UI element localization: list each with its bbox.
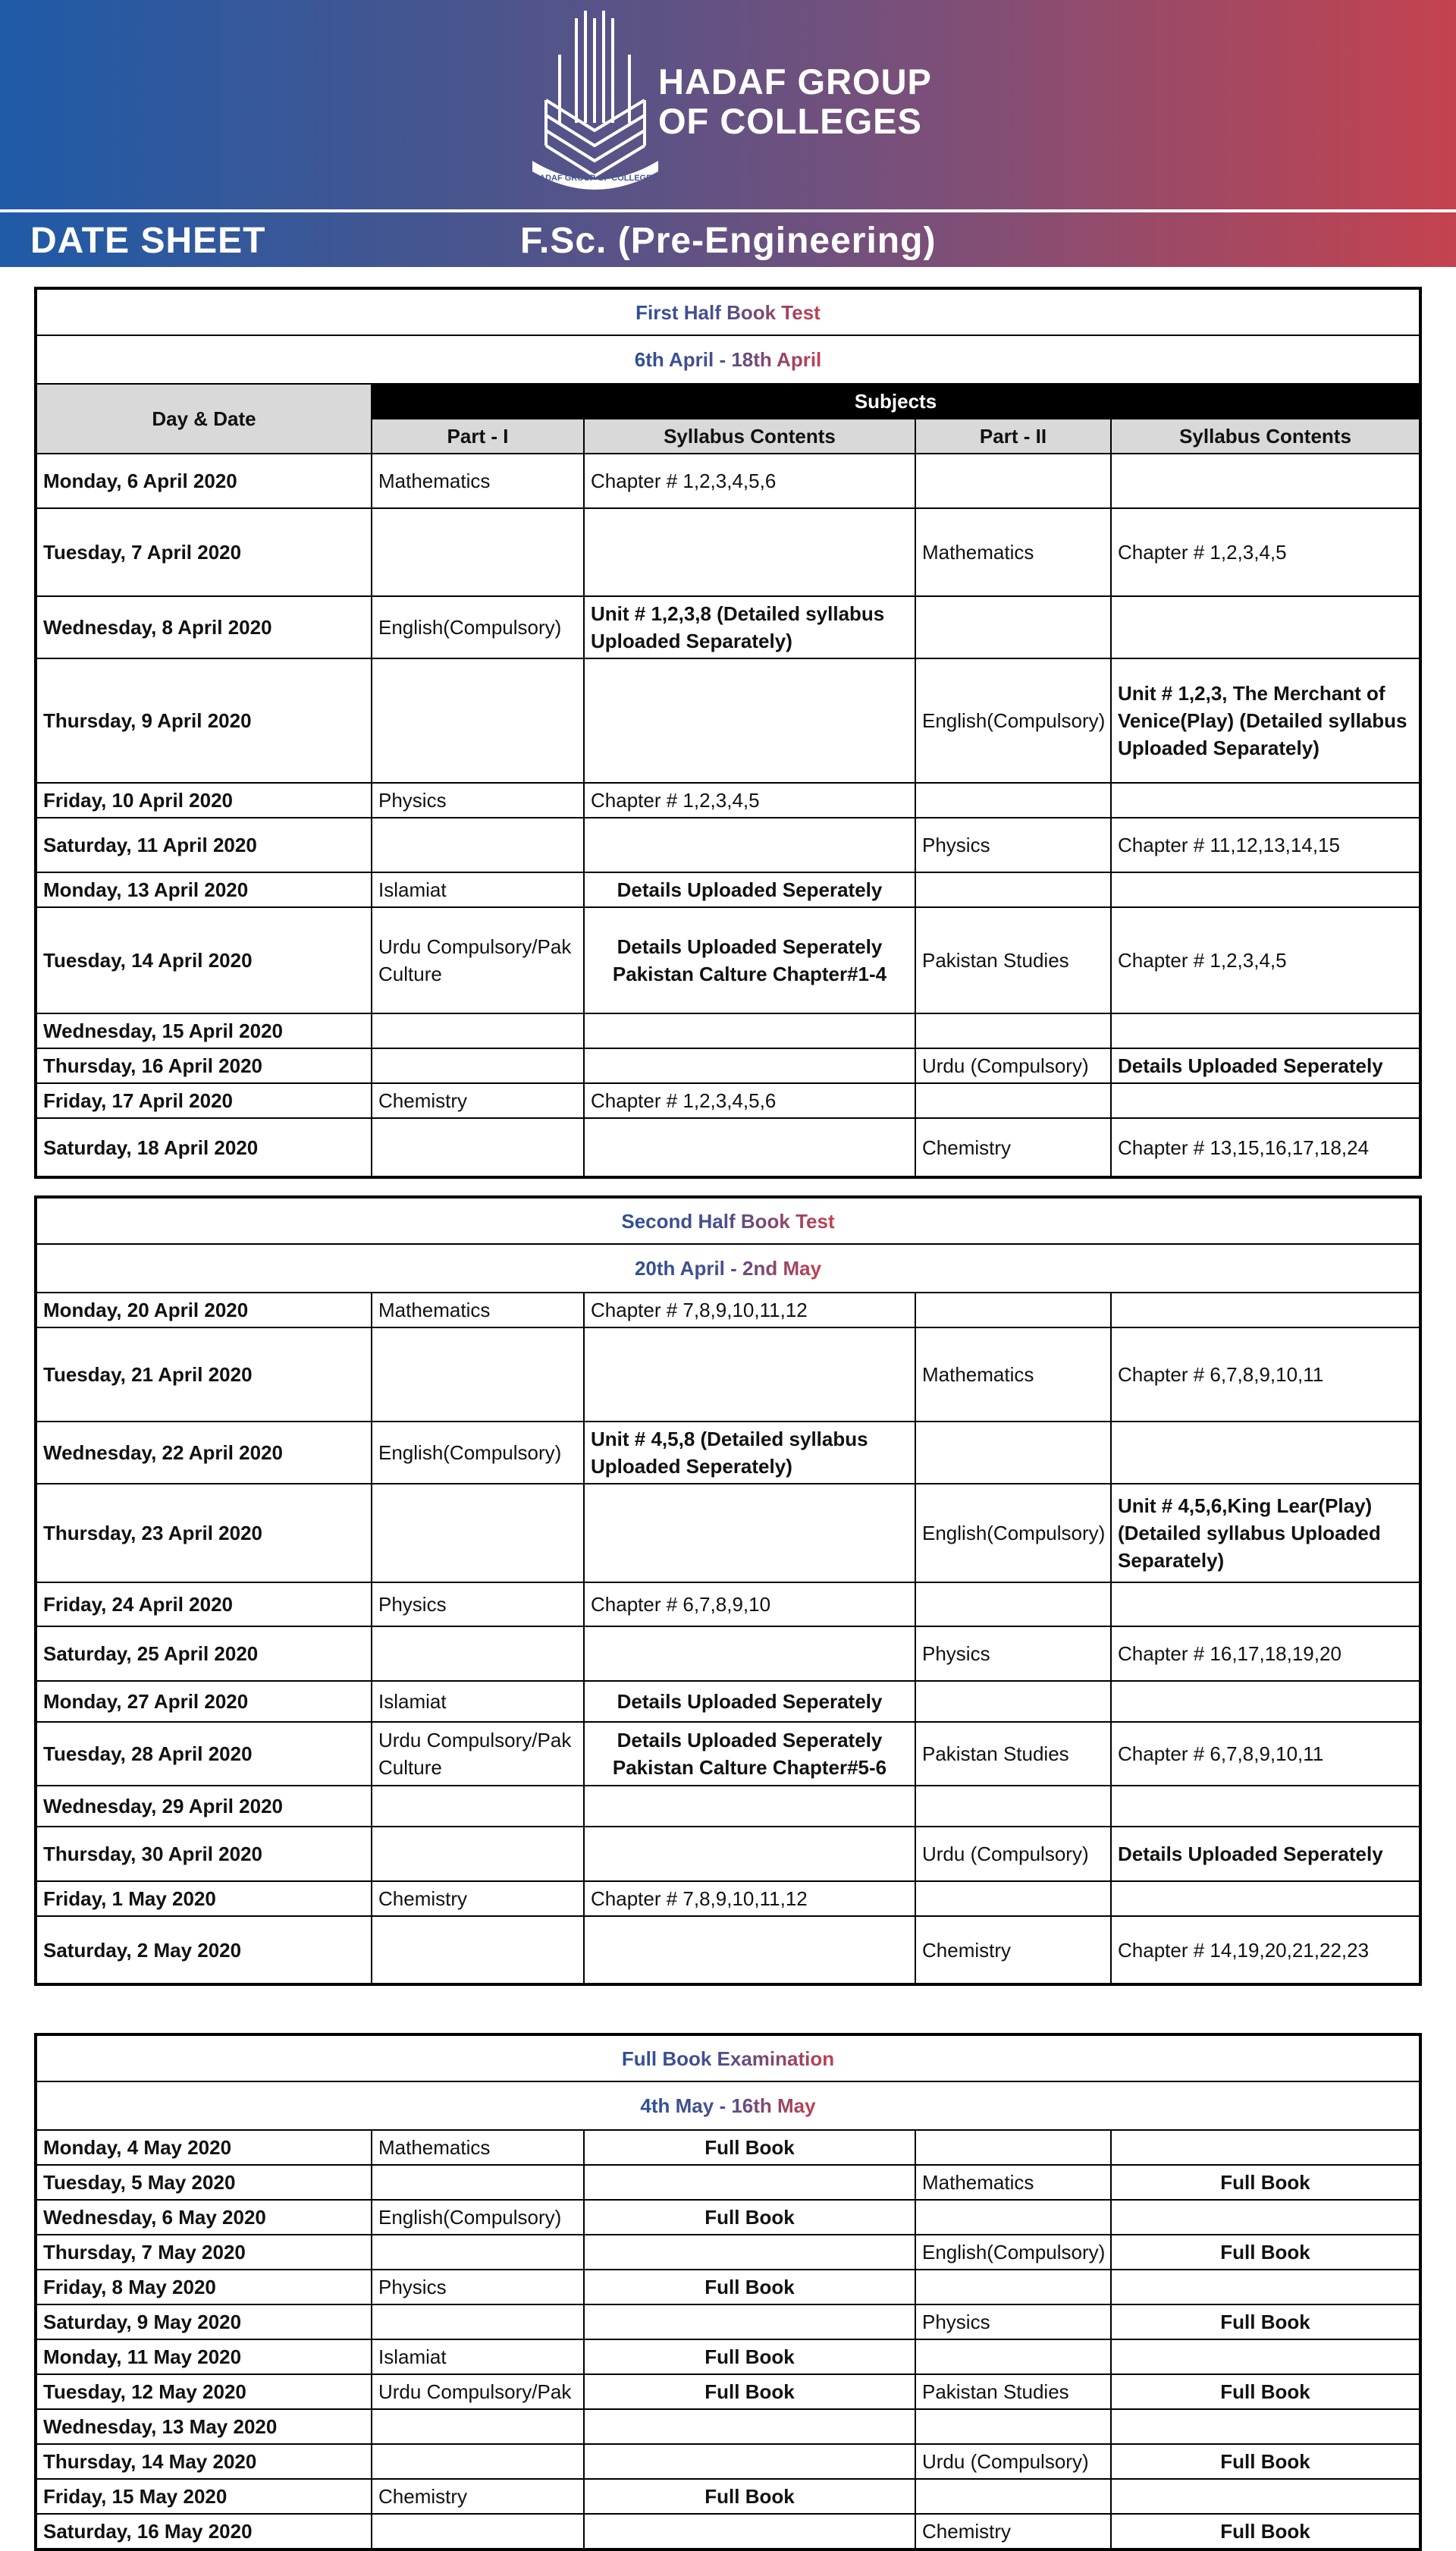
table-row xyxy=(36,1293,1420,1327)
table-row xyxy=(36,1916,1420,1984)
table-row xyxy=(36,1118,1420,1177)
row-day: Tuesday, 28 April 2020 xyxy=(36,1722,372,1786)
row-part1-syllabus xyxy=(584,1118,915,1177)
table-row xyxy=(36,1327,1420,1422)
row-part1-subject: Mathematics xyxy=(372,1293,584,1327)
table-row xyxy=(36,1422,1420,1484)
row-part2-syllabus: Full Book xyxy=(1111,2165,1420,2200)
row-part2-syllabus xyxy=(1111,1293,1420,1327)
brand-name-line2: OF COLLEGES xyxy=(658,101,922,141)
row-part1-syllabus: Full Book xyxy=(584,2270,915,2304)
program-label: F.Sc. (Pre-Engineering) xyxy=(520,221,937,261)
row-part1-subject xyxy=(372,1048,584,1083)
row-part1-subject xyxy=(372,1118,584,1177)
section-title-row xyxy=(36,2034,1420,2081)
row-day: Tuesday, 21 April 2020 xyxy=(36,1327,372,1422)
row-part1-syllabus: Full Book xyxy=(584,2374,915,2409)
row-part1-subject xyxy=(372,2165,584,2200)
row-part2-syllabus xyxy=(1111,2479,1420,2514)
row-day: Thursday, 7 May 2020 xyxy=(36,2235,372,2270)
row-part2-subject xyxy=(915,1582,1111,1626)
section-range-row xyxy=(36,1244,1420,1293)
row-day: Monday, 4 May 2020 xyxy=(36,2130,372,2165)
row-part1-subject xyxy=(372,2514,584,2549)
row-part2-subject: Urdu (Compulsory) xyxy=(915,2444,1111,2479)
section-range: 4th May - 16th May xyxy=(640,2094,816,2117)
row-part2-syllabus: Full Book xyxy=(1111,2514,1420,2549)
row-part1-syllabus: Details Uploaded Seperately xyxy=(584,1681,915,1722)
table-row xyxy=(36,1722,1420,1786)
second-half-table xyxy=(34,1195,1422,1986)
header-divider xyxy=(0,209,1456,212)
row-part1-subject: Chemistry xyxy=(372,1881,584,1916)
row-part1-syllabus xyxy=(584,1626,915,1681)
row-part2-syllabus xyxy=(1111,2130,1420,2165)
table-row xyxy=(36,2514,1420,2549)
row-day: Wednesday, 6 May 2020 xyxy=(36,2200,372,2235)
row-part1-subject: English(Compulsory) xyxy=(372,1422,584,1484)
row-part1-syllabus xyxy=(584,2444,915,2479)
row-part1-syllabus xyxy=(584,2165,915,2200)
row-part2-subject: Urdu (Compulsory) xyxy=(915,1048,1111,1083)
row-part2-subject: Chemistry xyxy=(915,1916,1111,1984)
row-part1-syllabus: Details Uploaded Seperately Pakistan Calture Chapter#5-6 xyxy=(584,1722,915,1786)
row-part1-subject: Urdu Compulsory/Pak xyxy=(372,2374,584,2409)
row-part1-subject xyxy=(372,1626,584,1681)
row-part2-subject xyxy=(915,454,1111,508)
table-row xyxy=(36,454,1420,508)
row-part1-subject: Islamiat xyxy=(372,2339,584,2374)
row-day: Wednesday, 13 May 2020 xyxy=(36,2409,372,2444)
college-logo-icon xyxy=(523,9,667,191)
row-part2-subject xyxy=(915,1293,1111,1327)
day-date-header: Day & Date xyxy=(36,384,372,454)
row-part1-subject xyxy=(372,658,584,783)
syllabus2-header: Syllabus Contents xyxy=(1111,419,1420,454)
part1-header: Part - I xyxy=(372,419,584,454)
table-row xyxy=(36,2479,1420,2514)
syllabus1-header: Syllabus Contents xyxy=(584,419,915,454)
table-row xyxy=(36,2200,1420,2235)
row-part2-subject xyxy=(915,1083,1111,1118)
row-day: Saturday, 9 May 2020 xyxy=(36,2304,372,2339)
table-row xyxy=(36,1013,1420,1048)
row-part2-subject xyxy=(915,2479,1111,2514)
section-range: 20th April - 2nd May xyxy=(634,1257,822,1280)
table-row xyxy=(36,1582,1420,1626)
row-day: Monday, 27 April 2020 xyxy=(36,1681,372,1722)
table-row xyxy=(36,2339,1420,2374)
row-day: Monday, 6 April 2020 xyxy=(36,454,372,508)
part2-header: Part - II xyxy=(915,419,1111,454)
row-day: Saturday, 18 April 2020 xyxy=(36,1118,372,1177)
table-row xyxy=(36,1048,1420,1083)
table-row xyxy=(36,1083,1420,1118)
row-day: Thursday, 23 April 2020 xyxy=(36,1484,372,1582)
row-part2-subject xyxy=(915,2130,1111,2165)
row-part1-syllabus xyxy=(584,1327,915,1422)
row-part2-subject xyxy=(915,2339,1111,2374)
row-part2-subject: English(Compulsory) xyxy=(915,2235,1111,2270)
table-row xyxy=(36,1626,1420,1681)
row-part1-syllabus: Full Book xyxy=(584,2479,915,2514)
table-row xyxy=(36,2270,1420,2304)
row-part1-subject: Urdu Compulsory/Pak Culture xyxy=(372,1722,584,1786)
row-part1-syllabus: Chapter # 7,8,9,10,11,12 xyxy=(584,1881,915,1916)
row-day: Thursday, 16 April 2020 xyxy=(36,1048,372,1083)
row-part2-syllabus: Chapter # 16,17,18,19,20 xyxy=(1111,1626,1420,1681)
row-part1-syllabus: Chapter # 1,2,3,4,5 xyxy=(584,783,915,818)
row-part2-syllabus xyxy=(1111,2409,1420,2444)
row-day: Tuesday, 14 April 2020 xyxy=(36,907,372,1013)
row-part1-syllabus: Chapter # 6,7,8,9,10 xyxy=(584,1582,915,1626)
row-day: Friday, 17 April 2020 xyxy=(36,1083,372,1118)
table-row xyxy=(36,2444,1420,2479)
row-part1-syllabus xyxy=(584,1827,915,1881)
row-part1-subject: Urdu Compulsory/Pak Culture xyxy=(372,907,584,1013)
row-part2-syllabus: Chapter # 14,19,20,21,22,23 xyxy=(1111,1916,1420,1984)
table-row xyxy=(36,508,1420,596)
row-part1-syllabus xyxy=(584,2235,915,2270)
row-day: Friday, 24 April 2020 xyxy=(36,1582,372,1626)
row-part2-syllabus xyxy=(1111,872,1420,907)
row-part2-syllabus: Details Uploaded Seperately xyxy=(1111,1827,1420,1881)
row-part1-subject: Chemistry xyxy=(372,2479,584,2514)
row-part1-subject: English(Compulsory) xyxy=(372,2200,584,2235)
row-part1-syllabus: Full Book xyxy=(584,2200,915,2235)
row-day: Friday, 10 April 2020 xyxy=(36,783,372,818)
row-part2-syllabus: Chapter # 1,2,3,4,5 xyxy=(1111,907,1420,1013)
row-part2-subject: Mathematics xyxy=(915,2165,1111,2200)
row-part2-subject: Physics xyxy=(915,818,1111,872)
row-part2-subject: Physics xyxy=(915,1626,1111,1681)
row-part2-syllabus: Unit # 4,5,6,King Lear(Play) (Detailed syllabus Uploaded Separately) xyxy=(1111,1484,1420,1582)
row-part2-syllabus xyxy=(1111,596,1420,658)
row-part1-subject: Physics xyxy=(372,1582,584,1626)
row-part2-subject: English(Compulsory) xyxy=(915,1484,1111,1582)
row-day: Tuesday, 5 May 2020 xyxy=(36,2165,372,2200)
table-row xyxy=(36,658,1420,783)
row-part1-syllabus: Chapter # 1,2,3,4,5,6 xyxy=(584,1083,915,1118)
row-part2-syllabus xyxy=(1111,1083,1420,1118)
row-part1-syllabus: Details Uploaded Seperately xyxy=(584,872,915,907)
row-part1-subject xyxy=(372,508,584,596)
row-part1-subject: Chemistry xyxy=(372,1083,584,1118)
row-part1-subject xyxy=(372,818,584,872)
row-day: Monday, 11 May 2020 xyxy=(36,2339,372,2374)
row-day: Saturday, 2 May 2020 xyxy=(36,1916,372,1984)
row-part1-subject xyxy=(372,1327,584,1422)
row-part2-subject xyxy=(915,596,1111,658)
row-part2-subject: Mathematics xyxy=(915,1327,1111,1422)
row-part2-syllabus: Full Book xyxy=(1111,2304,1420,2339)
row-part1-subject xyxy=(372,2304,584,2339)
row-part2-subject xyxy=(915,1422,1111,1484)
row-part2-subject: Chemistry xyxy=(915,2514,1111,2549)
row-day: Saturday, 25 April 2020 xyxy=(36,1626,372,1681)
row-part1-syllabus: Full Book xyxy=(584,2130,915,2165)
row-part2-syllabus xyxy=(1111,2270,1420,2304)
row-part1-subject xyxy=(372,2409,584,2444)
first-half-table xyxy=(34,287,1422,1179)
row-part2-subject: Pakistan Studies xyxy=(915,907,1111,1013)
row-day: Wednesday, 8 April 2020 xyxy=(36,596,372,658)
row-part2-syllabus: Chapter # 6,7,8,9,10,11 xyxy=(1111,1722,1420,1786)
full-book-table xyxy=(34,2033,1422,2551)
row-part1-subject xyxy=(372,1827,584,1881)
date-sheet-label: DATE SHEET xyxy=(30,221,266,261)
section-range: 6th April - 18th April xyxy=(634,348,822,371)
section-range-row xyxy=(36,2081,1420,2130)
row-part1-syllabus: Full Book xyxy=(584,2339,915,2374)
row-part2-subject xyxy=(915,872,1111,907)
row-part1-syllabus xyxy=(584,508,915,596)
row-day: Thursday, 9 April 2020 xyxy=(36,658,372,783)
row-day: Wednesday, 29 April 2020 xyxy=(36,1786,372,1827)
row-part2-syllabus xyxy=(1111,1582,1420,1626)
logo-ring-text: HADAF GROUP OF COLLEGES xyxy=(533,174,657,183)
row-part1-subject xyxy=(372,2444,584,2479)
section-title-row xyxy=(36,1197,1420,1244)
table-row xyxy=(36,2374,1420,2409)
row-part1-syllabus xyxy=(584,818,915,872)
row-part2-subject xyxy=(915,1013,1111,1048)
row-part2-syllabus xyxy=(1111,454,1420,508)
row-part1-subject xyxy=(372,1916,584,1984)
row-day: Wednesday, 22 April 2020 xyxy=(36,1422,372,1484)
table-row xyxy=(36,1484,1420,1582)
row-part2-subject: Urdu (Compulsory) xyxy=(915,1827,1111,1881)
row-part1-syllabus xyxy=(584,658,915,783)
row-part2-subject xyxy=(915,2270,1111,2304)
row-part2-syllabus: Full Book xyxy=(1111,2235,1420,2270)
row-part1-subject: Islamiat xyxy=(372,1681,584,1722)
row-day: Saturday, 11 April 2020 xyxy=(36,818,372,872)
row-part2-subject xyxy=(915,783,1111,818)
row-part2-subject: Chemistry xyxy=(915,1118,1111,1177)
table-row xyxy=(36,1681,1420,1722)
table-row xyxy=(36,783,1420,818)
brand-name-line1: HADAF GROUP xyxy=(658,61,932,102)
row-day: Friday, 1 May 2020 xyxy=(36,1881,372,1916)
row-day: Monday, 13 April 2020 xyxy=(36,872,372,907)
row-part2-subject xyxy=(915,2409,1111,2444)
row-part1-syllabus xyxy=(584,1484,915,1582)
table-row xyxy=(36,2165,1420,2200)
row-part1-syllabus xyxy=(584,2409,915,2444)
subjects-header: Subjects xyxy=(372,384,1420,419)
row-part2-syllabus: Chapter # 6,7,8,9,10,11 xyxy=(1111,1327,1420,1422)
row-day: Thursday, 14 May 2020 xyxy=(36,2444,372,2479)
row-part2-syllabus: Chapter # 13,15,16,17,18,24 xyxy=(1111,1118,1420,1177)
row-part1-subject xyxy=(372,1013,584,1048)
table-row xyxy=(36,872,1420,907)
row-part1-syllabus xyxy=(584,1013,915,1048)
section-title: Second Half Book Test xyxy=(621,1209,835,1233)
row-part2-subject: Pakistan Studies xyxy=(915,2374,1111,2409)
row-part1-subject: Mathematics xyxy=(372,2130,584,2165)
row-part2-subject xyxy=(915,2200,1111,2235)
table-row xyxy=(36,1786,1420,1827)
row-part2-syllabus xyxy=(1111,2339,1420,2374)
row-part2-subject: English(Compulsory) xyxy=(915,658,1111,783)
table-row xyxy=(36,1827,1420,1881)
table-row xyxy=(36,2304,1420,2339)
row-day: Tuesday, 7 April 2020 xyxy=(36,508,372,596)
row-part2-syllabus: Full Book xyxy=(1111,2374,1420,2409)
row-day: Friday, 8 May 2020 xyxy=(36,2270,372,2304)
header-banner xyxy=(0,0,1456,267)
row-part2-syllabus xyxy=(1111,1681,1420,1722)
row-part1-syllabus xyxy=(584,1786,915,1827)
row-part1-subject: Islamiat xyxy=(372,872,584,907)
row-day: Saturday, 16 May 2020 xyxy=(36,2514,372,2549)
section-title: First Half Book Test xyxy=(635,300,821,324)
row-part2-subject: Mathematics xyxy=(915,508,1111,596)
row-part2-syllabus: Chapter # 1,2,3,4,5 xyxy=(1111,508,1420,596)
row-part1-syllabus: Details Uploaded Seperately Pakistan Calture Chapter#1-4 xyxy=(584,907,915,1013)
subjects-header-row xyxy=(36,384,1420,419)
row-part1-subject xyxy=(372,2235,584,2270)
row-part2-subject: Pakistan Studies xyxy=(915,1722,1111,1786)
row-part2-syllabus xyxy=(1111,1786,1420,1827)
row-part2-syllabus xyxy=(1111,783,1420,818)
row-part2-syllabus: Details Uploaded Seperately xyxy=(1111,1048,1420,1083)
table-row xyxy=(36,818,1420,872)
row-part2-syllabus: Full Book xyxy=(1111,2444,1420,2479)
row-part1-syllabus xyxy=(584,1916,915,1984)
table-row xyxy=(36,2130,1420,2165)
row-part1-syllabus: Chapter # 7,8,9,10,11,12 xyxy=(584,1293,915,1327)
row-part2-syllabus xyxy=(1111,1422,1420,1484)
table-row xyxy=(36,2409,1420,2444)
row-part2-syllabus: Unit # 1,2,3, The Merchant of Venice(Play) (Detailed syllabus Uploaded Separately) xyxy=(1111,658,1420,783)
section-title: Full Book Examination xyxy=(621,2047,835,2070)
row-day: Thursday, 30 April 2020 xyxy=(36,1827,372,1881)
row-part2-subject xyxy=(915,1881,1111,1916)
row-part2-syllabus xyxy=(1111,2200,1420,2235)
section-title-row xyxy=(36,288,1420,335)
row-part1-subject: Mathematics xyxy=(372,454,584,508)
table-row xyxy=(36,907,1420,1013)
row-part2-syllabus xyxy=(1111,1881,1420,1916)
row-part1-subject: English(Compulsory) xyxy=(372,596,584,658)
row-part1-syllabus: Unit # 4,5,8 (Detailed syllabus Uploaded Seperately) xyxy=(584,1422,915,1484)
row-part1-subject: Physics xyxy=(372,783,584,818)
table-row xyxy=(36,1881,1420,1916)
row-day: Monday, 20 April 2020 xyxy=(36,1293,372,1327)
section-range-row xyxy=(36,335,1420,384)
row-part1-syllabus: Unit # 1,2,3,8 (Detailed syllabus Uploaded Separately) xyxy=(584,596,915,658)
row-part1-subject: Physics xyxy=(372,2270,584,2304)
row-day: Tuesday, 12 May 2020 xyxy=(36,2374,372,2409)
row-part1-syllabus xyxy=(584,2514,915,2549)
row-part1-syllabus: Chapter # 1,2,3,4,5,6 xyxy=(584,454,915,508)
row-part1-syllabus xyxy=(584,1048,915,1083)
row-day: Friday, 15 May 2020 xyxy=(36,2479,372,2514)
row-part2-syllabus: Chapter # 11,12,13,14,15 xyxy=(1111,818,1420,872)
row-day: Wednesday, 15 April 2020 xyxy=(36,1013,372,1048)
table-row xyxy=(36,596,1420,658)
row-part2-subject xyxy=(915,1786,1111,1827)
row-part2-subject: Physics xyxy=(915,2304,1111,2339)
row-part2-subject xyxy=(915,1681,1111,1722)
row-part1-subject xyxy=(372,1484,584,1582)
row-part1-syllabus xyxy=(584,2304,915,2339)
table-row xyxy=(36,2235,1420,2270)
row-part2-syllabus xyxy=(1111,1013,1420,1048)
row-part1-subject xyxy=(372,1786,584,1827)
